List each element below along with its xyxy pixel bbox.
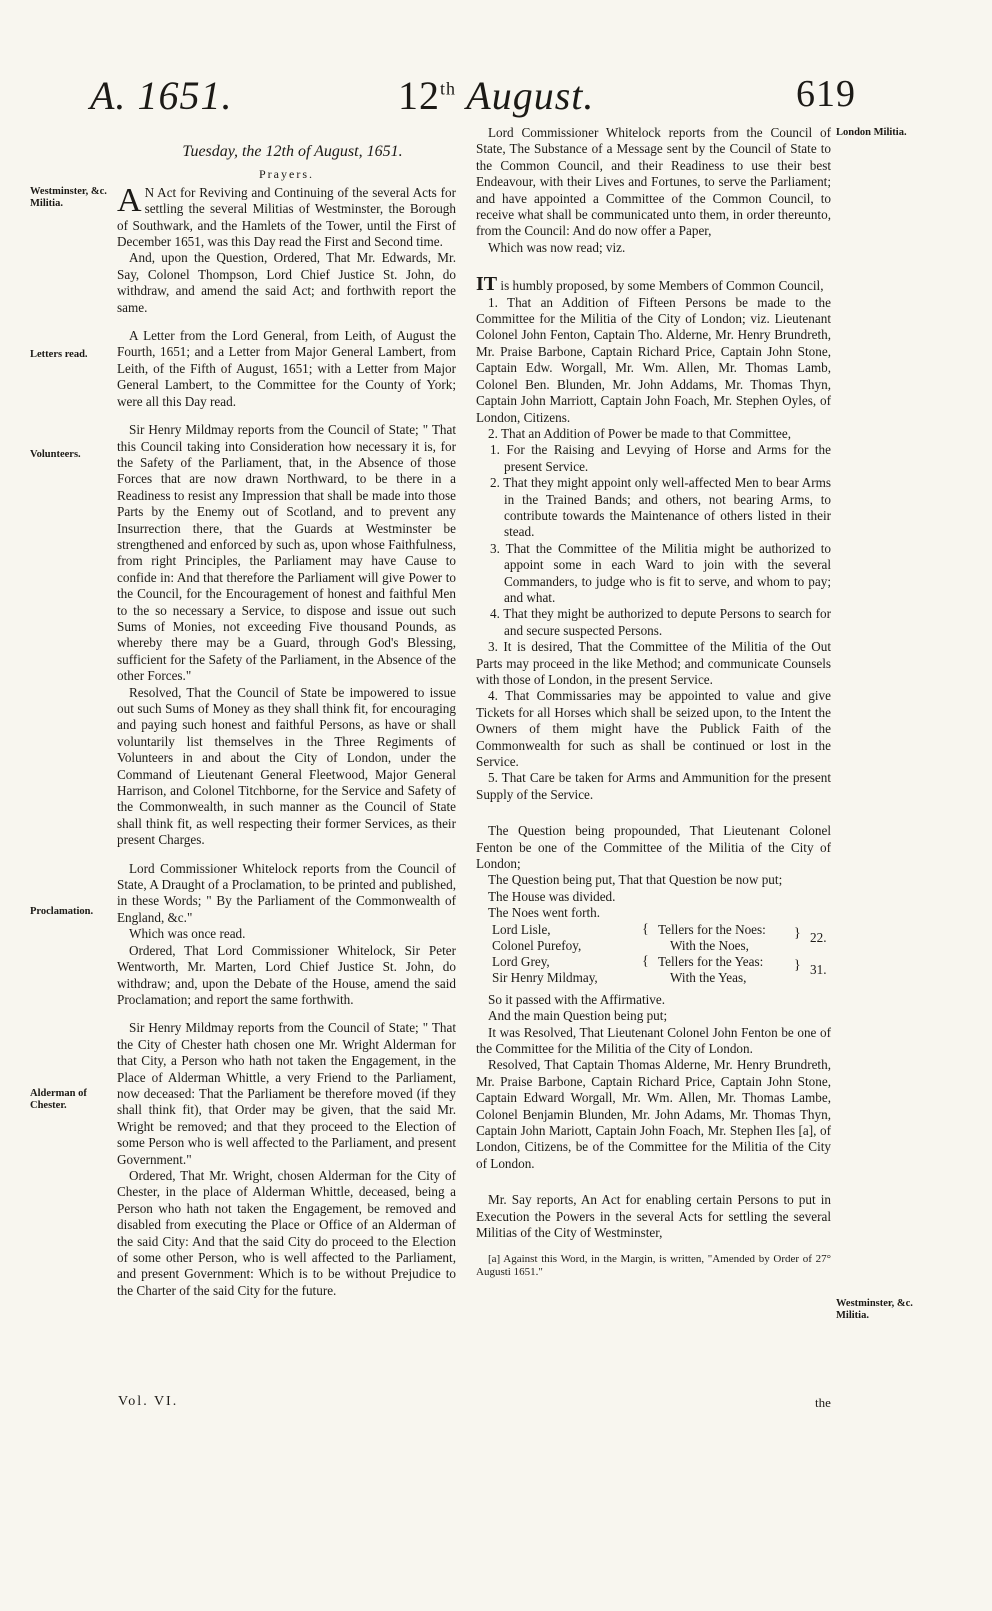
- paragraph-proclamation: Lord Commissioner Whitelock reports from the Council of State, A Draught of a Proclamation, to be printed and published, in these Words; " By the Parliament of the Commonwealth of England, &c.": [117, 860, 456, 925]
- paragraph-now-read: Which was now read; viz.: [488, 239, 626, 255]
- paragraph-question-propounded: The Question being propounded, That Lieutenant Colonel Fenton be one of the Committee of the Militia of the City of London;: [476, 823, 831, 872]
- tellers-division: [492, 922, 831, 992]
- teller-noes-1: Lord Lisle,: [492, 921, 551, 937]
- margin-note-proclamation: Proclamation.: [30, 906, 94, 917]
- paragraph-resolved-fenton: It was Resolved, That Lieutenant Colonel John Fenton be one of the Committee for the Militia of the City of London.: [476, 1024, 831, 1056]
- paragraph-question-put: The Question being put, That that Question be now put;: [488, 872, 783, 888]
- paragraph-ordered-withdraw: And, upon the Question, Ordered, That Mr. Edwards, Mr. Say, Colonel Thompson, Lord Chief Justice St. John, do withdraw, and amend the said Act; and forthwith report the same.: [117, 250, 456, 315]
- paragraph-proposal: IT is humbly proposed, by some Members of Common Council,: [476, 273, 824, 296]
- left-column: [117, 144, 456, 1299]
- paragraph-letters: A Letter from the Lord General, from Leith, of August the Fourth, 1651; and a Letter from Major General Lambert, from Leith, of the Fifth of August, 1651; with a Letter from Major General Lambert, to the Committee for the County of York; were all this Day read.: [117, 328, 456, 409]
- paragraph-mildmay-report: Sir Henry Mildmay reports from the Council of State; " That this Council taking into Consideration how necessary it is, for the Safety of the Parliament, that, in the Absence of those Forces that are now drawn Northward, to be there in a Readiness to resist any Impression that shall be made into those Parts by the Enemy out of Scotland, and to prevent any Insurrection there, that the Guards at Westminster be strengthened and enforced by such as, upon whose Faithfulness, from right Principles, the Parliament may have Cause to confide in: And that therefore the Parliament will give Power to the Council, for the Encouragement of honest and faithful Men to the so necessary a Service, to dispose and issue out such Sums of Monies, not exceeding Five thousand Pounds, as whereby there may be a Guard, through God's Blessing, sufficient for the Safety of the Parliament, in the Absence of the other Forces.": [117, 422, 456, 684]
- paragraph-ordered-proclamation: Ordered, That Lord Commissioner Whitelock, Sir Peter Wentworth, Mr. Marten, Lord Chief Justice St. John, do withdraw; and, upon the Debate of the House, amend the said Proclamation; and report the same forthwith.: [117, 942, 456, 1007]
- paragraph-house-divided: The House was divided.: [488, 888, 616, 904]
- brace-noes-right: }: [794, 925, 801, 941]
- yeas-count: 31.: [810, 961, 827, 977]
- power-item-2: 2. That they might appoint only well-affected Men to bear Arms in the Trained Bands; and others, not bearing Arms, to contribute towards the Maintenance of others listed in their stead.: [490, 475, 831, 540]
- with-noes-label: With the Noes,: [670, 937, 749, 953]
- paragraph-ordered-wright: Ordered, That Mr. Wright, chosen Alderman for the City of Chester, in the place of Alderman Whittle, deceased, being a Person who hath not taken the Engagement, be removed and disabled from executing the Place or Office of an Alderman of the said City: And that the said City do proceed to the Election of some other Person, who is well affected to the Parliament, and present Government: Which is to be without Prejudice to the Charter of the said City for the future.: [117, 1167, 456, 1298]
- proposal-item-3: 3. It is desired, That the Committee of the Militia of the Out Parts may proceed in the like Method; and communicate Counsels with those of London, in the present Service.: [476, 639, 831, 687]
- proposal-item-2: 2. That an Addition of Power be made to that Committee,: [488, 425, 792, 441]
- margin-note-alderman: Alderman of Chester.: [30, 1088, 87, 1111]
- paragraph-noes-forth: The Noes went forth.: [488, 905, 601, 921]
- footnote: [a] Against this Word, in the Margin, is written, "Amended by Order of 27° Augusti 1651.": [476, 1253, 831, 1279]
- teller-yeas-1: Lord Grey,: [492, 953, 550, 969]
- paragraph-resolved-volunteers: Resolved, That the Council of State be impowered to issue out such Sums of Money as they shall think fit, for encouraging and paying such honest and faithful Persons, as have or shall voluntarily list themselves in the Three Regiments of Volunteers in and about the City of London, under the Command of Lieutenant General Fleetwood, Major General Harrison, and Colonel Titchborne, for the Service and Safety of the Commonwealth, in such manner as the Council of State shall think fit, as well respecting their former Services, as their present Charges.: [117, 684, 456, 848]
- prayers-heading: Prayers.: [259, 167, 314, 182]
- teller-noes-2: Colonel Purefoy,: [492, 937, 582, 953]
- paragraph-main-question: And the main Question being put;: [488, 1008, 668, 1024]
- header-year: A. 1651.: [90, 73, 233, 118]
- paragraph-say-reports: Mr. Say reports, An Act for enabling certain Persons to put in Execution the Powers in the several Acts for settling the several Militias of the City of Westminster,: [476, 1192, 831, 1240]
- power-item-4: 4. That they might be authorized to depute Persons to search for and secure suspected Persons.: [490, 606, 831, 638]
- paragraph-whitelock-report: Lord Commissioner Whitelock reports from the Council of State, The Substance of a Message sent by the Council of State to the Common Council, and their Readiness to use their best Endeavour, with their Lives and Fortunes, to serve the Parliament; and have appointed a Committee of the Common Council, to receive what shall be communicated unto them, in order thereunto, from the Council: And do now offer a Paper,: [476, 125, 831, 239]
- header-date: 12th August.: [398, 73, 595, 118]
- paragraph-act-militias: A N Act for Reviving and Continuing of the several Acts for settling the several Militias of Westminster, the Borough of Southwark, and the Hamlets of the Tower, until the First of December 1651, was this Day read the First and Second time.: [117, 181, 456, 250]
- teller-yeas-2: Sir Henry Mildmay,: [492, 969, 598, 985]
- proposal-item-1: 1. That an Addition of Fifteen Persons be made to the Committee for the Militia of the City of London; viz. Lieutenant Colonel John Fenton, Captain Tho. Alderne, Mr. Henry Brundreth, Mr. Praise Barbone, Captain Richard Price, Captain John Stone, Captain Edw. Worgall, Mr. Wm. Allen, Mr. Thomas Lamb, Colonel Ben. Blunden, Mr. John Addams, Mr. Thomas Thyn, Captain John Marriott, Captain John Foach, Mr. Stephen Oyles, of London, Citizens.: [476, 294, 831, 425]
- brace-yeas-right: }: [794, 957, 801, 973]
- proposal-item-4: 4. That Commissaries may be appointed to value and give Tickets for all Horses which shall be seized upon, to the Intent the Owners of them might have the Publick Faith of the Commonwealth for such as shall be continued or lost in the Service.: [476, 688, 831, 770]
- brace-yeas-left: {: [642, 953, 649, 969]
- noes-count: 22.: [810, 929, 827, 945]
- paragraph-chester-report: Sir Henry Mildmay reports from the Council of State; " That the City of Chester hath chosen one Mr. Wright Alderman for that City, a Person who hath not taken the Engagement, in the Place of Alderman Whittle, a very Friend to the Parliament, now deceased: That the Parliament be therefore moved (if they shall think fit), that Order may be given, that the said Mr. Wright be removed; and that they proceed to the Election of some Person who is well affected to the Parliament, and present Government.": [117, 1020, 456, 1167]
- volume-signature: Vol. VI.: [118, 1394, 179, 1409]
- tellers-noes-label: Tellers for the Noes:: [658, 921, 766, 937]
- power-item-1: 1. For the Raising and Levying of Horse and Arms for the present Service.: [490, 442, 831, 474]
- margin-note-westminster: Westminster, &c. Militia.: [30, 186, 107, 209]
- margin-note-volunteers: Volunteers.: [30, 449, 81, 460]
- with-yeas-label: With the Yeas,: [670, 969, 747, 985]
- proposal-item-5: 5. That Care be taken for Arms and Ammunition for the present Supply of the Service.: [476, 770, 831, 802]
- margin-note-london: London Militia.: [836, 127, 907, 138]
- catchword: the: [815, 1395, 831, 1410]
- power-item-3: 3. That the Committee of the Militia might be authorized to appoint some in each Ward to join with the several Commanders, to judge who is fit to serve, and whom to pay; and what.: [490, 540, 831, 605]
- page-number: 619: [796, 73, 856, 115]
- tellers-yeas-label: Tellers for the Yeas:: [658, 953, 764, 969]
- drop-cap: A: [117, 181, 142, 219]
- right-column: [476, 125, 831, 1279]
- margin-note-letters: Letters read.: [30, 349, 88, 360]
- dateline: Tuesday, the 12th of August, 1651.: [182, 143, 403, 160]
- margin-note-westminster-2: Westminster, &c. Militia.: [836, 1298, 913, 1321]
- paragraph-resolved-committee: Resolved, That Captain Thomas Alderne, Mr. Henry Brundreth, Mr. Praise Barbone, Captain Richard Price, Captain John Stone, Captain Edward Worgall, Mr. Wm. Allen, Mr. Thomas Lambe, Colonel Benjamin Blunden, Mr. John Adams, Mr. Thomas Thyn, Captain John Mariott, Captain John Foach, Mr. Stephen Iles [a], of London, Citizens, be of the Committee for the Militia of the City of London.: [476, 1057, 831, 1171]
- paragraph-once-read: Which was once read.: [129, 926, 246, 942]
- paragraph-passed: So it passed with the Affirmative.: [488, 991, 666, 1007]
- brace-noes-left: {: [642, 921, 649, 937]
